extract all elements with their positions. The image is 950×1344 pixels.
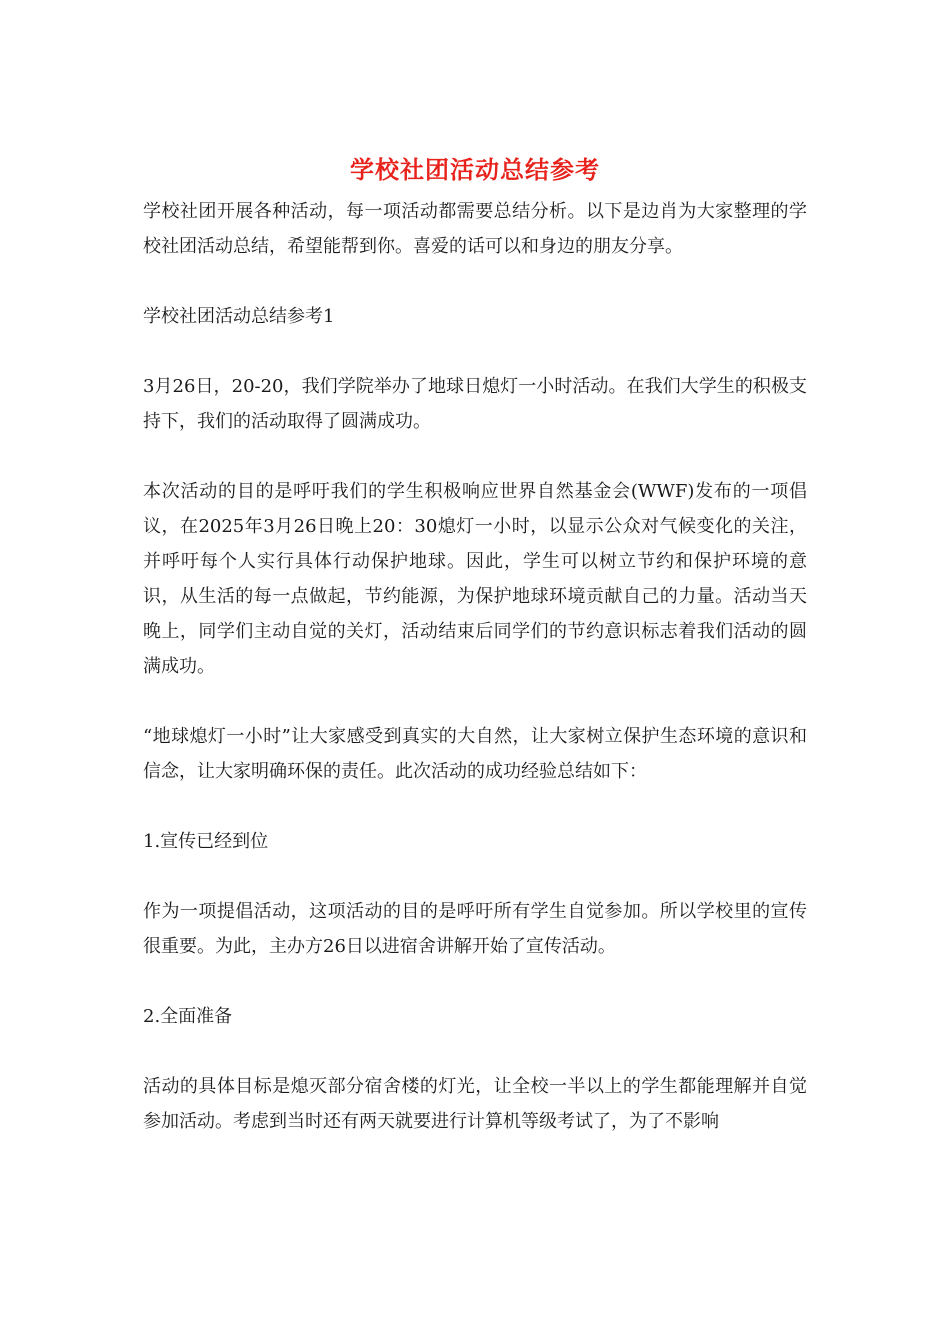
paragraph-purpose: 本次活动的目的是呼吁我们的学生积极响应世界自然基金会(WWF)发布的一项倡议，在2025年3月26日晚上20：30熄灯一小时，以显示公众对气候变化的关注，并呼吁每个人实行具体行动保护地球。因此，学生可以树立节约和保护环境的意识，从生活的每一点做起，节约能源，为保护地球环境贡献自己的力量。活动当天晚上，同学们主动自觉的关灯，活动结束后同学们的节约意识标志着我们活动的圆满成功。 [143, 481, 807, 677]
paragraph-event-date: 3月26日，20-20，我们学院举办了地球日熄灯一小时活动。在我们大学生的积极支持下，我们的活动取得了圆满成功。 [143, 376, 807, 432]
paragraph-point-1-body: 作为一项提倡活动，这项活动的目的是呼吁所有学生自觉参加。所以学校里的宣传很重要。为此，主办方26日以进宿舍讲解开始了宣传活动。 [143, 901, 807, 957]
paragraph-point-2-body: 活动的具体目标是熄灭部分宿舍楼的灯光，让全校一半以上的学生都能理解并自觉参加活动。考虑到当时还有两天就要进行计算机等级考试了，为了不影响 [143, 1076, 807, 1132]
document-title: 学校社团活动总结参考 [350, 155, 600, 184]
paragraph-intro: 学校社团开展各种活动，每一项活动都需要总结分析。以下是边肖为大家整理的学校社团活动总结，希望能帮到你。喜爱的话可以和身边的朋友分享。 [143, 201, 807, 257]
paragraph-experience: “地球熄灯一小时”让大家感受到真实的大自然，让大家树立保护生态环境的意识和信念，让大家明确环保的责任。此次活动的成功经验总结如下： [143, 726, 807, 782]
paragraph-point-2-heading: 2.全面准备 [143, 1006, 233, 1027]
paragraph-section-heading: 学校社团活动总结参考1 [143, 306, 335, 327]
document-body [143, 194, 807, 1174]
paragraph-point-1-heading: 1.宣传已经到位 [143, 831, 269, 852]
